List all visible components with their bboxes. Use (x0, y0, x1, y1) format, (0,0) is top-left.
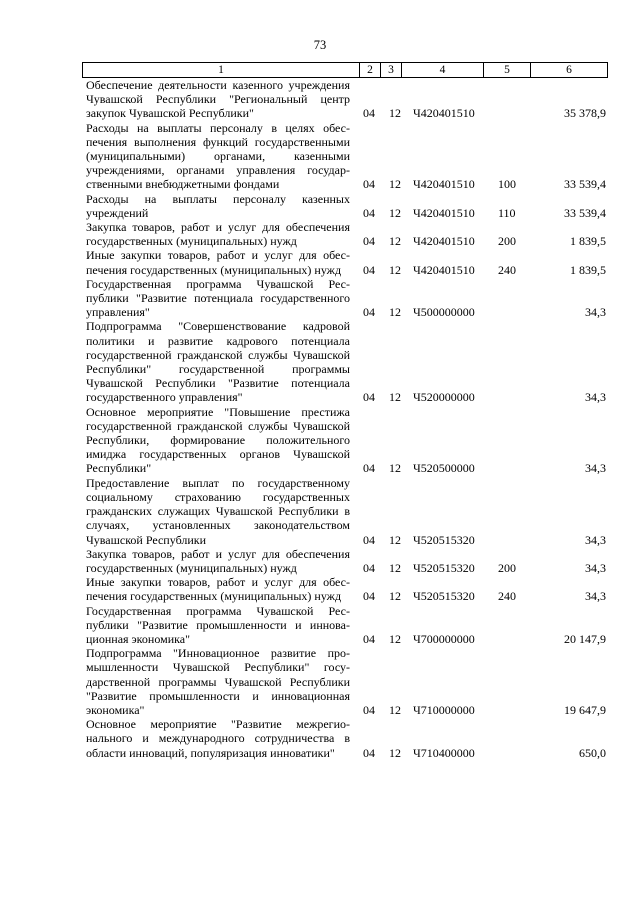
row-subsection: 12 (389, 532, 401, 547)
row-subsection: 12 (389, 305, 401, 320)
row-target-article: Ч520000000 (413, 390, 475, 405)
row-amount: 34,3 (585, 305, 606, 320)
row-target-article: Ч420401510 (413, 177, 475, 192)
row-section: 04 (363, 390, 375, 405)
row-expense-type: 110 (498, 205, 516, 220)
row-subsection: 12 (389, 745, 401, 760)
row-section: 04 (363, 177, 375, 192)
row-target-article: Ч420401510 (413, 262, 475, 277)
table-row (86, 405, 606, 476)
row-subsection: 12 (389, 262, 401, 277)
row-amount: 1 839,5 (570, 262, 606, 277)
row-expense-type: 200 (498, 234, 516, 249)
row-section: 04 (363, 262, 375, 277)
row-target-article: Ч500000000 (413, 305, 475, 320)
row-subsection: 12 (389, 390, 401, 405)
row-name: Закупка товаров, работ и услуг для обеспечения государственных (муниципальных) нужд (86, 546, 350, 575)
row-name: Обеспечение деятельности казенного учреждения Чувашской Республики "Региональный центр закупок Чувашской Республики" (86, 78, 350, 121)
table-row (86, 220, 606, 248)
row-amount: 34,3 (585, 461, 606, 476)
row-amount: 33 539,4 (564, 205, 606, 220)
table-row (86, 547, 606, 575)
table-row (86, 192, 606, 220)
row-target-article: Ч710000000 (413, 702, 475, 717)
row-name: Основное мероприятие "Повышение престижа государственной гражданской службы Чувашской Республики, формирование положительного имиджа государственных органов Чувашской Республики" (86, 404, 350, 476)
table-header (82, 62, 608, 78)
table-row (86, 78, 606, 121)
row-section: 04 (363, 234, 375, 249)
table-row (86, 604, 606, 647)
header-col-2: 2 (360, 63, 381, 77)
row-amount: 34,3 (585, 589, 606, 604)
row-subsection: 12 (389, 631, 401, 646)
row-section: 04 (363, 461, 375, 476)
row-section: 04 (363, 106, 375, 121)
row-subsection: 12 (389, 205, 401, 220)
table-row (86, 277, 606, 320)
header-col-4: 4 (402, 63, 484, 77)
header-col-6: 6 (566, 64, 572, 76)
row-subsection: 12 (389, 234, 401, 249)
row-name: Предоставление выплат по государственному социальному страхованию государственных гражданских служащих Чувашской Республики в случаях, установленных законодательством Чувашской Республики (86, 475, 350, 547)
row-amount: 19 647,9 (564, 702, 606, 717)
row-amount: 33 539,4 (564, 177, 606, 192)
row-amount: 1 839,5 (570, 234, 606, 249)
row-section: 04 (363, 205, 375, 220)
row-subsection: 12 (389, 589, 401, 604)
row-subsection: 12 (389, 461, 401, 476)
row-target-article: Ч520515320 (413, 560, 475, 575)
row-amount: 35 378,9 (564, 106, 606, 121)
row-expense-type: 200 (498, 560, 516, 575)
row-name: Закупка товаров, работ и услуг для обеспечения государственных (муниципальных) нужд (86, 220, 350, 249)
page-number: 73 (313, 38, 327, 52)
row-target-article: Ч420401510 (413, 234, 475, 249)
table-row (86, 646, 606, 717)
row-section: 04 (363, 560, 375, 575)
row-amount: 34,3 (585, 532, 606, 547)
row-name: Иные закупки товаров, работ и услуг для обеспечения государственных (муниципальных) нужд (86, 575, 350, 604)
row-target-article: Ч710400000 (413, 745, 475, 760)
row-target-article: Ч700000000 (413, 631, 475, 646)
row-subsection: 12 (389, 560, 401, 575)
row-subsection: 12 (389, 106, 401, 121)
row-section: 04 (363, 631, 375, 646)
row-expense-type: 100 (498, 177, 516, 192)
row-name: Расходы на выплаты персоналу казенных учреждений (86, 191, 350, 220)
row-section: 04 (363, 745, 375, 760)
table-row (86, 717, 606, 760)
header-col-5: 5 (484, 63, 531, 77)
row-target-article: Ч420401510 (413, 205, 475, 220)
table-row (86, 476, 606, 547)
row-section: 04 (363, 589, 375, 604)
row-target-article: Ч520500000 (413, 461, 475, 476)
row-section: 04 (363, 702, 375, 717)
row-name: Подпрограмма "Инновационное развитие промышленности Чувашской Республики" государственной программы Чувашской Республики "Развитие промышленности и инновационная экономика" (86, 646, 350, 717)
table-row (86, 121, 606, 192)
row-amount: 34,3 (585, 560, 606, 575)
row-target-article: Ч520515320 (413, 589, 475, 604)
row-name: Подпрограмма "Совершенствование кадровой политики и развитие кадрового потенциала государственной гражданской службы Чувашской Республики" государственной программы Чувашской Республики "Развитие потенциала государственного управления" (86, 319, 350, 405)
row-name: Иные закупки товаров, работ и услуг для обеспечения государственных (муниципальных) нужд (86, 248, 350, 277)
row-target-article: Ч420401510 (413, 106, 475, 121)
table-row (86, 319, 606, 404)
table-row (86, 248, 606, 276)
row-target-article: Ч520515320 (413, 532, 475, 547)
table-row (86, 575, 606, 603)
row-subsection: 12 (389, 177, 401, 192)
table-body (86, 78, 606, 760)
header-col-1: 1 (83, 63, 360, 77)
row-name: Государственная программа Чувашской Республики "Развитие потенциала государственного управления" (86, 276, 350, 320)
row-name: Расходы на выплаты персоналу в целях обеспечения выполнения функций государственными (муниципальными) органами, казенными учреждениями, органами управления государственными внебюджетными фондами (86, 120, 350, 192)
row-name: Государственная программа Чувашской Республики "Развитие промышленности и инновационная экономика" (86, 603, 350, 646)
row-expense-type: 240 (498, 589, 516, 604)
row-expense-type: 240 (498, 262, 516, 277)
row-section: 04 (363, 305, 375, 320)
header-col-3: 3 (381, 63, 402, 77)
row-amount: 650,0 (579, 745, 606, 760)
row-name: Основное мероприятие "Развитие межрегионального и международного сотрудничества в области инноваций, популяризация инноватики" (86, 717, 350, 760)
row-amount: 20 147,9 (564, 631, 606, 646)
row-amount: 34,3 (585, 390, 606, 405)
row-subsection: 12 (389, 702, 401, 717)
row-section: 04 (363, 532, 375, 547)
